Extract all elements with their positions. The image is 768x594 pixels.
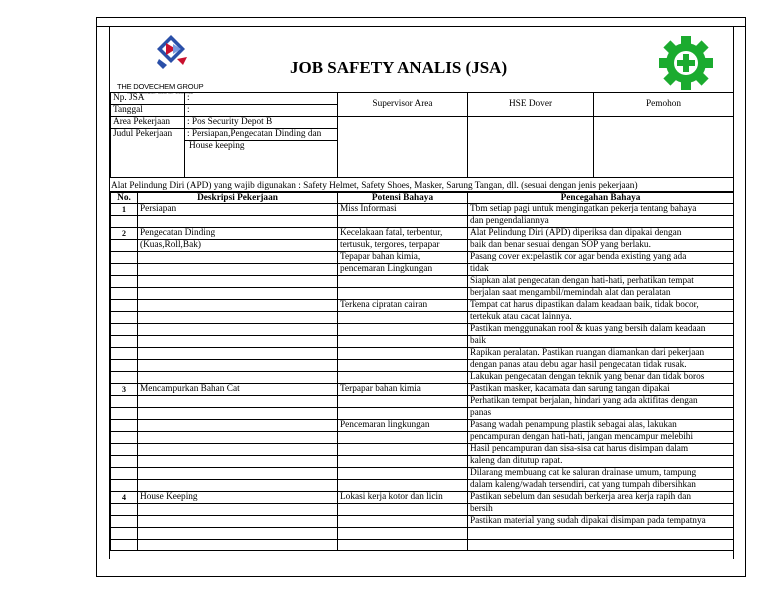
row-description (138, 216, 338, 228)
row-description: Mencampurkan Bahan Cat (138, 384, 338, 396)
pemohon-signature (594, 117, 734, 178)
row-prevention: dan pengendaliannya (468, 216, 734, 228)
row-hazard (338, 504, 468, 516)
row-prevention: Pasang cover ex:pelastik cor agar benda existing yang ada (468, 252, 734, 264)
supervisor-header: Supervisor Area (338, 93, 468, 117)
judul-value-2 (185, 141, 338, 178)
jsa-table-body (111, 204, 734, 551)
table-row (111, 408, 734, 420)
table-row (111, 336, 734, 348)
row-no (111, 216, 138, 228)
table-row (111, 324, 734, 336)
row-prevention: Dilarang membuang cat ke saluran drainase umum, tampung (468, 468, 734, 480)
row-no (111, 444, 138, 456)
row-no (111, 480, 138, 492)
tanggal-label: Tanggal (111, 105, 185, 117)
judul-label: Judul Pekerjaan (111, 129, 185, 178)
row-no (111, 300, 138, 312)
supervisor-signature (338, 117, 468, 178)
table-row (111, 288, 734, 300)
row-description (138, 468, 338, 480)
logo-subtext: CHINA · INDONESIA · MALAYSIA · SINGAPORE (127, 91, 193, 95)
table-row (111, 420, 734, 432)
row-no: 2 (111, 228, 138, 240)
row-description (138, 528, 338, 540)
row-description (138, 336, 338, 348)
row-prevention: Pastikan menggunakan rool & kuas yang bersih dalam keadaan (468, 324, 734, 336)
table-row (111, 312, 734, 324)
judul-value-2-text: House keeping (189, 141, 245, 151)
row-description: (Kuas,Roll,Bak) (138, 240, 338, 252)
row-prevention: panas (468, 408, 734, 420)
row-hazard (338, 348, 468, 360)
row-prevention: Rapikan peralatan. Pastikan ruangan diamankan dari pekerjaan (468, 348, 734, 360)
row-prevention: Pastikan masker, kacamata dan sarung tangan dipakai (468, 384, 734, 396)
row-no (111, 348, 138, 360)
col-hazard-header: Potensi Bahaya (338, 193, 468, 204)
row-prevention: Tempat cat harus dipastikan dalam keadaan baik, tidak bocor, (468, 300, 734, 312)
row-description (138, 312, 338, 324)
row-hazard (338, 216, 468, 228)
table-row (111, 372, 734, 384)
np-label: Np. JSA (111, 93, 185, 105)
jsa-main-table (110, 192, 734, 551)
row-hazard (338, 312, 468, 324)
table-row (111, 348, 734, 360)
row-hazard (338, 516, 468, 528)
row-description (138, 516, 338, 528)
row-no (111, 528, 138, 540)
row-prevention: pencampuran dengan hati-hati, jangan mencampur melebihi (468, 432, 734, 444)
row-prevention: tertekuk atau cacat lainnya. (468, 312, 734, 324)
row-prevention: dengan panas atau debu agar hasil pengecatan tidak rusak. (468, 360, 734, 372)
col-prevention-header: Pencegahan Bahaya (468, 193, 734, 204)
row-prevention (468, 539, 734, 551)
table-row (111, 480, 734, 492)
table-row (111, 492, 734, 504)
table-row (111, 396, 734, 408)
row-prevention: bersih (468, 504, 734, 516)
row-hazard (338, 276, 468, 288)
table-row (111, 444, 734, 456)
row-description: Pengecatan Dinding (138, 228, 338, 240)
row-hazard: Pencemaran lingkungan (338, 420, 468, 432)
row-no (111, 360, 138, 372)
row-no (111, 396, 138, 408)
row-description: House Keeping (138, 492, 338, 504)
row-prevention: baik (468, 336, 734, 348)
row-no (111, 324, 138, 336)
row-description (138, 288, 338, 300)
row-hazard: Terpapar bahan kimia (338, 384, 468, 396)
row-description (138, 372, 338, 384)
row-prevention: kaleng dan ditutup rapat. (468, 456, 734, 468)
row-prevention: Hasil pencampuran dan sisa-sisa cat harus disimpan dalam (468, 444, 734, 456)
table-row (111, 456, 734, 468)
table-row (111, 240, 734, 252)
row-no (111, 468, 138, 480)
row-hazard: pencemaran Lingkungan (338, 264, 468, 276)
row-description (138, 300, 338, 312)
row-hazard (338, 456, 468, 468)
np-value: : (185, 93, 338, 105)
row-prevention: Tbm setiap pagi untuk mengingatkan pekerja tentang bahaya (468, 204, 734, 216)
row-no (111, 276, 138, 288)
tanggal-value: : (185, 105, 338, 117)
row-prevention: dalam kaleng/wadah tersendiri, cat yang tumpah dibersihkan (468, 480, 734, 492)
hse-header: HSE Dover (468, 93, 594, 117)
row-prevention: Pastikan sebelum dan sesudah berkerja area kerja rapih dan (468, 492, 734, 504)
logo-text: THE DOVECHEM GROUP (117, 82, 204, 91)
row-hazard (338, 360, 468, 372)
table-row (111, 276, 734, 288)
row-hazard (338, 480, 468, 492)
company-logo (114, 31, 234, 95)
row-no (111, 264, 138, 276)
row-prevention: Perhatikan tempat berjalan, hindari yang ada aktifitas dengan (468, 396, 734, 408)
row-no: 3 (111, 384, 138, 396)
row-hazard: Miss Informasi (338, 204, 468, 216)
row-prevention: Lakukan pengecatan dengan teknik yang benar dan tidak boros (468, 372, 734, 384)
table-row (111, 360, 734, 372)
row-no (111, 252, 138, 264)
row-description (138, 264, 338, 276)
row-no (111, 372, 138, 384)
row-no (111, 516, 138, 528)
row-no (111, 408, 138, 420)
document-title: JOB SAFETY ANALIS (JSA) (290, 58, 508, 77)
hse-signature (468, 117, 594, 178)
row-hazard: Tepapar bahan kimia, (338, 252, 468, 264)
row-prevention: baik dan benar sesuai dengan SOP yang berlaku. (468, 240, 734, 252)
judul-value-1: : Persiapan,Pengecatan Dinding dan (185, 129, 338, 141)
row-description (138, 420, 338, 432)
row-description (138, 444, 338, 456)
row-hazard (338, 528, 468, 540)
row-hazard (338, 336, 468, 348)
row-no: 1 (111, 204, 138, 216)
row-no (111, 288, 138, 300)
row-no (111, 312, 138, 324)
row-description (138, 252, 338, 264)
row-description (138, 408, 338, 420)
table-row (111, 468, 734, 480)
row-description (138, 480, 338, 492)
row-prevention: berjalan saat mengambil/memindah alat dan peralatan (468, 288, 734, 300)
area-label: Area Pekerjaan (111, 117, 185, 129)
row-hazard (338, 396, 468, 408)
row-no (111, 336, 138, 348)
row-hazard (338, 372, 468, 384)
row-hazard (338, 288, 468, 300)
area-value: : Pos Security Depot B (185, 117, 338, 129)
dovechem-logo-icon (114, 31, 234, 81)
table-row (111, 204, 734, 216)
row-hazard (338, 468, 468, 480)
apd-requirement-line: Alat Pelindung Diri (APD) yang wajib digunakan : Safety Helmet, Safety Shoes, Masker, Sarung Tangan, dll. (sesuai dengan jenis pekerjaan) (110, 181, 733, 192)
row-prevention: tidak (468, 264, 734, 276)
row-no (111, 504, 138, 516)
row-description (138, 324, 338, 336)
row-no (111, 456, 138, 468)
row-prevention: Pasang wadah penampung plastik sebagai alas, lakukan (468, 420, 734, 432)
row-hazard (338, 432, 468, 444)
row-description (138, 539, 338, 551)
table-row (111, 384, 734, 396)
row-description (138, 396, 338, 408)
table-row (111, 528, 734, 540)
row-no (111, 240, 138, 252)
row-hazard: Kecelakaan fatal, terbentur, (338, 228, 468, 240)
row-hazard: tertusuk, tergores, terpapar (338, 240, 468, 252)
jsa-form (109, 26, 734, 559)
row-no: 4 (111, 492, 138, 504)
row-description (138, 360, 338, 372)
table-row (111, 432, 734, 444)
col-desc-header: Deskripsi Pekerjaan (138, 193, 338, 204)
table-row (111, 264, 734, 276)
row-hazard: Lokasi kerja kotor dan licin (338, 492, 468, 504)
row-hazard (338, 444, 468, 456)
row-hazard: Terkena cipratan cairan (338, 300, 468, 312)
document-frame (96, 17, 746, 577)
table-row (111, 504, 734, 516)
pemohon-header: Pemohon (594, 93, 734, 117)
k3-safety-gear-icon (658, 35, 714, 91)
row-description (138, 432, 338, 444)
row-description (138, 456, 338, 468)
row-hazard (338, 408, 468, 420)
row-no (111, 420, 138, 432)
row-description (138, 348, 338, 360)
table-row (111, 216, 734, 228)
col-no-header: No. (111, 193, 138, 204)
row-description (138, 504, 338, 516)
row-hazard (338, 324, 468, 336)
row-description (138, 276, 338, 288)
table-row (111, 516, 734, 528)
row-prevention: Pastikan material yang sudah dipakai disimpan pada tempatnya (468, 516, 734, 528)
table-row (111, 539, 734, 551)
info-signature-table (110, 92, 734, 178)
row-prevention: Siapkan alat pengecatan dengan hati-hati, perhatikan tempat (468, 276, 734, 288)
row-prevention: Alat Pelindung Diri (APD) diperiksa dan dipakai dengan (468, 228, 734, 240)
row-hazard (338, 539, 468, 551)
table-row (111, 252, 734, 264)
table-row (111, 300, 734, 312)
row-prevention (468, 528, 734, 540)
row-no (111, 432, 138, 444)
table-row (111, 228, 734, 240)
row-description: Persiapan (138, 204, 338, 216)
row-no (111, 539, 138, 551)
